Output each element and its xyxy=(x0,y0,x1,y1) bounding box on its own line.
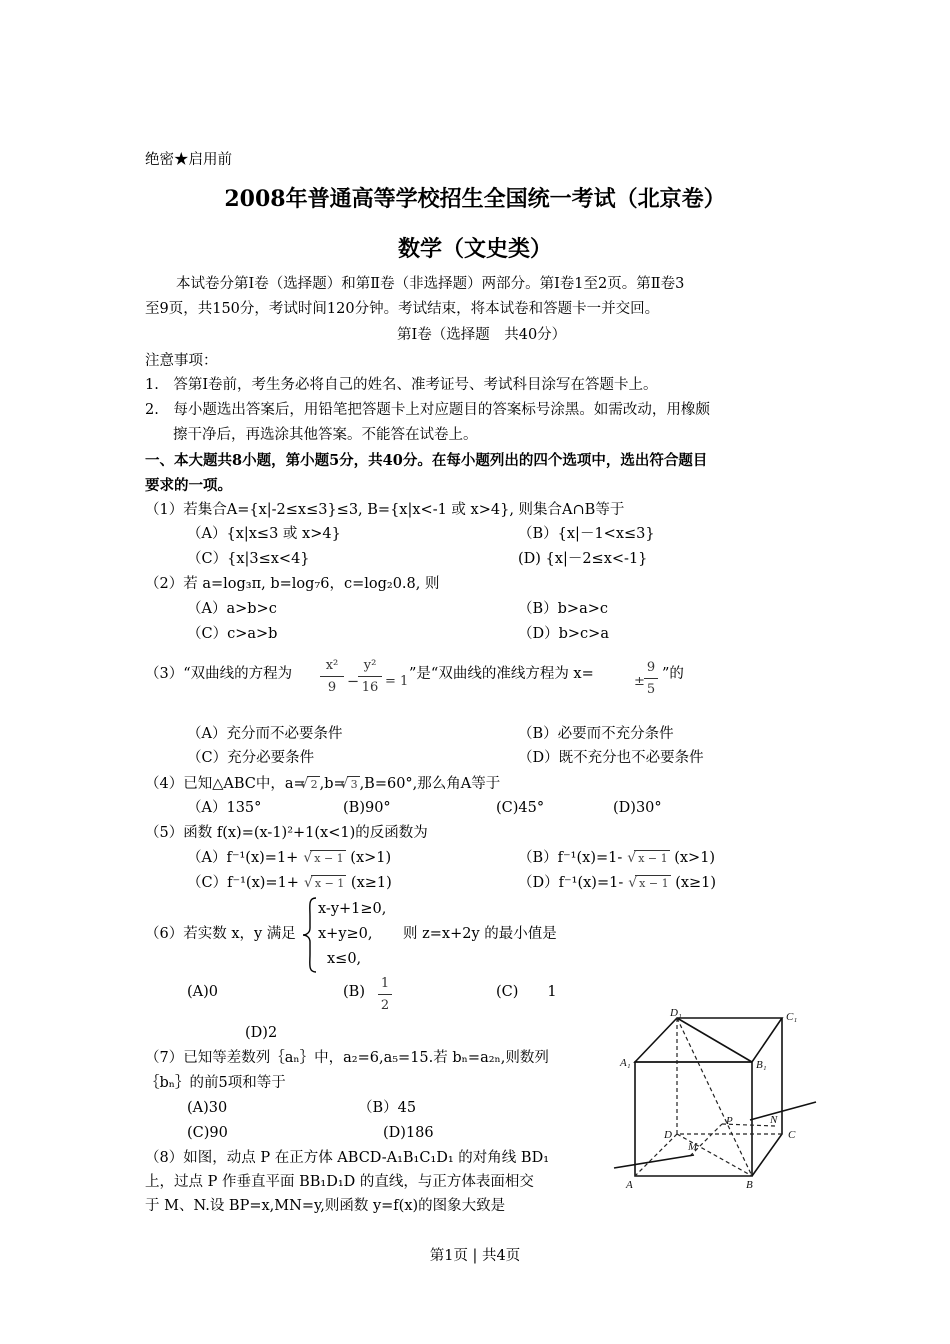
q3-option-b: （B）必要而不充分条件 xyxy=(518,726,674,742)
q3-plus-minus: ± xyxy=(634,674,645,689)
q5-a-sqrt: √ x − 1 xyxy=(310,850,345,865)
label-P: P xyxy=(726,1115,733,1127)
q6-stem-post: 则 z=x+2y 的最小值是 xyxy=(403,926,557,942)
q5-d-sqrt: √ x − 1 xyxy=(635,875,670,890)
q1-option-a: （A）{x|x≤3 或 x>4} xyxy=(187,526,341,542)
q5-c-post: (x≥1) xyxy=(350,875,392,891)
q4-option-d: (D)30° xyxy=(613,800,662,816)
notice-heading: 注意事项： xyxy=(145,353,218,369)
q3-stem-pre: （3）“双曲线的方程为 xyxy=(145,666,293,682)
q1-option-b: （B）{x|－1<x≤3} xyxy=(518,526,655,542)
q2-stem: （2）若 a=log₃π, b=log₇6，c=log₂0.8, 则 xyxy=(145,576,440,592)
page-subtitle: 数学（文史类） xyxy=(397,236,552,262)
label-C: C xyxy=(788,1129,796,1141)
q6-option-b: (B) xyxy=(343,984,365,1000)
q3-fraction-9-5 xyxy=(644,660,658,697)
label-B: B xyxy=(746,1179,753,1191)
q1-option-c: （C）{x|3≤x<4} xyxy=(187,551,310,567)
q7-option-b: （B）45 xyxy=(358,1100,417,1116)
q4-option-a: （A）135° xyxy=(187,800,262,816)
page-title: 2008年普通高等学校招生全国统一考试（北京卷） xyxy=(224,186,726,212)
q1-option-d: (D) {x|－2≤x<-1} xyxy=(518,551,648,567)
section-heading-line-2: 要求的一项。 xyxy=(145,477,232,494)
q5-option-c xyxy=(187,875,392,891)
q5-a-post: (x>1) xyxy=(350,850,392,866)
q5-b-post: (x>1) xyxy=(674,850,716,866)
notice-item-1: 1. 答第Ⅰ卷前，考生务必将自己的姓名、准考证号、考试科目涂写在答题卡上。 xyxy=(145,377,658,393)
notice-item-2b: 擦干净后，再选涂其他答案。不能答在试卷上。 xyxy=(173,427,478,443)
q4-option-c: (C)45° xyxy=(496,800,545,816)
label-B1: B₁ xyxy=(756,1059,767,1071)
q4-sqrt-b: √ 3 xyxy=(347,776,360,791)
q4-stem xyxy=(145,776,500,792)
q8-line-3: 于 M、N.设 BP=x,MN=y,则函数 y=f(x)的图象大致是 xyxy=(145,1198,506,1214)
q3-frac2-num: y² xyxy=(363,658,377,673)
section-heading-line-1: 一、本大题共8小题，第小题5分，共40分。在每小题列出的四个选项中，选出符合题目 xyxy=(145,452,708,469)
q5-d-post: (x≥1) xyxy=(675,875,717,891)
q2-option-d: （D）b>c>a xyxy=(518,626,609,642)
label-D: D xyxy=(664,1129,672,1141)
q3-equals-one: = 1 xyxy=(385,674,409,689)
intro-line-2: 至9页，共150分，考试时间120分钟。考试结束，将本试卷和答题卡一并交回。 xyxy=(145,301,660,317)
q5-option-b xyxy=(518,850,715,866)
q7-option-a: (A)30 xyxy=(187,1100,228,1116)
q6-option-c: (C) 1 xyxy=(496,984,557,1000)
q2-option-b: （B）b>a>c xyxy=(518,601,609,617)
q3-frac1-num: x² xyxy=(325,658,339,673)
q3-frac3-den: 5 xyxy=(646,682,656,697)
part-title: 第Ⅰ卷（选择题 共40分） xyxy=(397,327,567,343)
q6-stem-pre: （6）若实数 x，y 满足 xyxy=(145,926,296,942)
label-D1: D₁ xyxy=(670,1007,682,1019)
q4-option-b: (B)90° xyxy=(343,800,391,816)
q3-option-d: （D）既不充分也不必要条件 xyxy=(518,750,704,766)
notice-item-2a: 2. 每小题选出答案后，用铅笔把答题卡上对应题目的答案标号涂黑。如需改动，用橡颇 xyxy=(145,402,710,418)
q3-frac3-num: 9 xyxy=(646,660,656,675)
q6-option-d: (D)2 xyxy=(245,1025,278,1041)
q3-option-c: （C）充分必要条件 xyxy=(187,750,315,766)
q7-line-1: （7）已知等差数列｛aₙ｝中，a₂=6,a₅=15.若 bₙ=a₂ₙ,则数列 xyxy=(145,1050,549,1066)
q7-option-c: (C)90 xyxy=(187,1125,228,1141)
q3-minus: − xyxy=(347,674,360,690)
q8-line-1: （8）如图，动点 P 在正方体 ABCD-A₁B₁C₁D₁ 的对角线 BD₁ xyxy=(145,1150,550,1166)
q3-frac1-den: 9 xyxy=(327,680,337,695)
q5-option-d xyxy=(518,875,716,891)
q6-system-brace xyxy=(300,896,320,974)
q3-stem-post: ”的 xyxy=(662,666,684,682)
q6-option-a: (A)0 xyxy=(187,984,219,1000)
q8-line-2: 上，过点 P 作垂直平面 BB₁D₁D 的直线，与正方体表面相交 xyxy=(145,1174,534,1190)
cube-figure xyxy=(610,1006,820,1196)
q4-sqrt-a: √ 2 xyxy=(307,776,320,791)
page-footer: 第1页 | 共4页 xyxy=(429,1248,521,1264)
q4-stem-post: ,B=60°,那么角A等于 xyxy=(359,776,501,792)
q2-option-a: （A）a>b>c xyxy=(187,601,277,617)
q2-option-c: （C）c>a>b xyxy=(187,626,278,642)
q6-condition-1: x-y+1≥0, xyxy=(318,901,387,917)
q4-stem-mid: ,b= xyxy=(319,776,346,792)
q4-stem-pre: （4）已知△ABC中，a= xyxy=(145,776,306,792)
q6-condition-2: x+y≥0, xyxy=(318,926,373,942)
q3-stem-mid: ”是“双曲线的准线方程为 x= xyxy=(409,666,594,682)
q3-fraction-y2-16 xyxy=(358,658,382,695)
label-N: N xyxy=(770,1114,778,1126)
q7-line-2: ｛bₙ｝的前5项和等于 xyxy=(145,1075,286,1091)
label-M: M xyxy=(688,1141,698,1153)
q5-b-pre: （B）f⁻¹(x)=1- xyxy=(518,850,623,866)
q3-option-a: （A）充分而不必要条件 xyxy=(187,726,343,742)
intro-line-1: 本试卷分第Ⅰ卷（选择题）和第Ⅱ卷（非选择题）两部分。第Ⅰ卷1至2页。第Ⅱ卷3 xyxy=(176,276,685,292)
q5-c-sqrt: √ x − 1 xyxy=(311,875,346,890)
q1-stem: （1）若集合A={x|-2≤x≤3}≤3, B={x|x<-1 或 x>4}, 则集合A∩B等于 xyxy=(145,502,625,518)
q7-option-d: (D)186 xyxy=(383,1125,434,1141)
q5-d-pre: （D）f⁻¹(x)=1- xyxy=(518,875,624,891)
q5-c-pre: （C）f⁻¹(x)=1+ xyxy=(187,875,299,891)
q5-b-sqrt: √ x − 1 xyxy=(634,850,669,865)
q6-condition-3: x≤0, xyxy=(327,951,362,967)
label-A1: A₁ xyxy=(620,1057,631,1069)
label-A: A xyxy=(626,1179,633,1191)
secret-label: 绝密★启用前 xyxy=(145,152,232,168)
q3-frac2-den: 16 xyxy=(361,680,379,695)
q5-option-a xyxy=(187,850,391,866)
q6-fraction-1-2 xyxy=(378,976,392,1013)
q5-stem: （5）函数 f(x)=(x-1)²+1(x<1)的反函数为 xyxy=(145,825,428,841)
q3-fraction-x2-9 xyxy=(320,658,344,695)
q6-b-den: 2 xyxy=(380,998,390,1013)
q6-b-num: 1 xyxy=(380,976,390,991)
label-C1: C₁ xyxy=(786,1011,798,1023)
q5-a-pre: （A）f⁻¹(x)=1+ xyxy=(187,850,299,866)
